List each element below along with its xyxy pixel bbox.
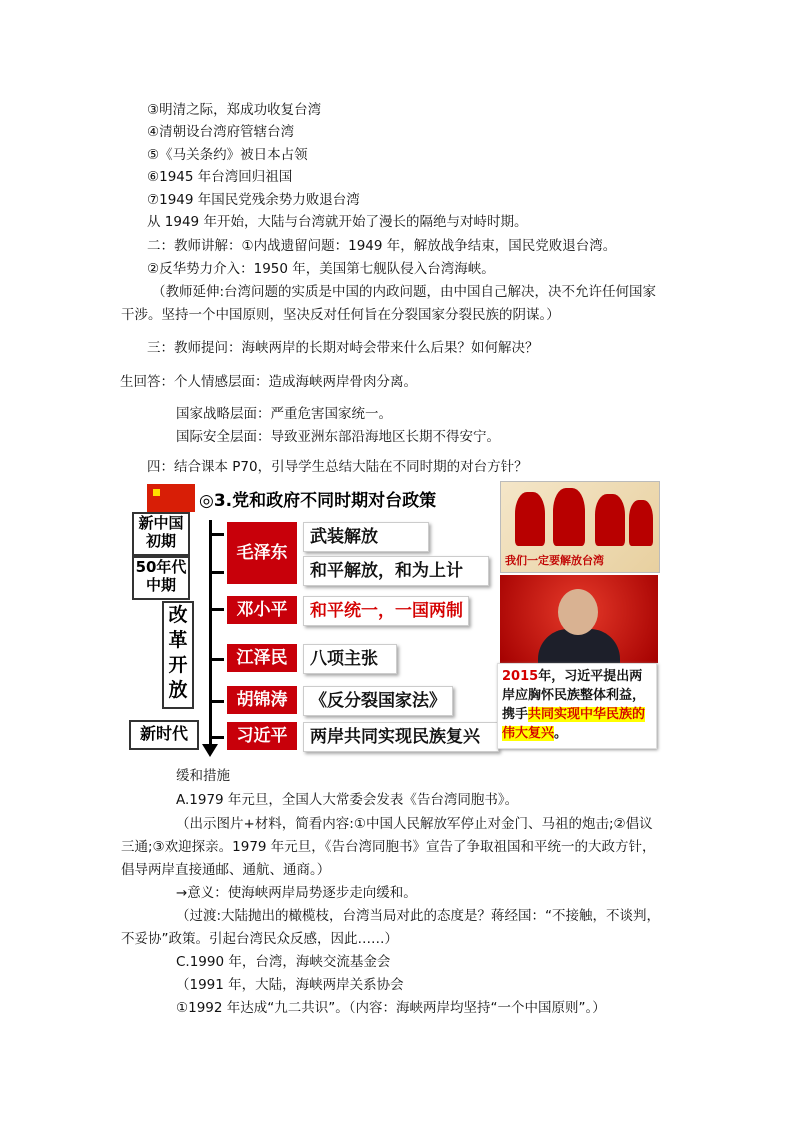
policy-national-rejuvenation: 两岸共同实现民族复兴: [303, 722, 499, 752]
text-line: 干涉。坚持一个中国原则，坚决反对任何旨在分裂国家分裂民族的阴谋。）: [121, 307, 560, 323]
poster-text: 我们一定要解放台湾: [505, 554, 604, 567]
period-label-50s: 50年代 中期: [132, 556, 190, 600]
diagram-title: ◎3.党和政府不同时期对台政策: [199, 491, 437, 511]
text-line: 从 1949 年开始，大陆与台湾就开始了漫长的隔绝与对峙时期。: [147, 214, 528, 230]
text-line: ③明清之际，郑成功收复台湾: [147, 102, 322, 118]
text-line: 生回答：个人情感层面：造成海峡两岸骨肉分离。: [120, 374, 417, 390]
timeline-tick: [210, 736, 224, 739]
photo-caption: 2015年，习近平提出两岸应胸怀民族整体利益，携手共同实现中华民族的伟大复兴。: [497, 663, 657, 749]
flag-icon: [147, 484, 195, 512]
timeline-axis: [209, 520, 212, 752]
portrait-photo-image: [500, 575, 658, 663]
text-line: 国际安全层面：导致亚洲东部沿海地区长期不得安宁。: [176, 429, 500, 445]
text-line: 倡导两岸直接通邮、通航、通商。）: [121, 862, 331, 878]
period-label-reform: 改 革 开 放: [162, 601, 194, 709]
leader-mao: 毛泽东: [227, 522, 297, 584]
timeline-arrow-icon: [202, 744, 218, 757]
timeline-tick: [210, 533, 224, 536]
text-line: 三：教师提问：海峡两岸的长期对峙会带来什么后果？如何解决？: [147, 340, 539, 356]
timeline-tick: [210, 658, 224, 661]
leader-jiang: 江泽民: [227, 644, 297, 672]
text-line: 三通;③欢迎探亲。1979 年元旦，《告台湾同胞书》宣告了争取祖国和平统一的大政方针，: [121, 839, 656, 855]
period-label-new-era: 新时代: [129, 720, 199, 750]
policy-armed-liberation: 武装解放: [303, 522, 429, 552]
text-line: （教师延伸:台湾问题的实质是中国的内政问题，由中国自己解决，决不允许任何国家: [152, 284, 657, 300]
text-line: ⑤《马关条约》被日本占领: [147, 147, 308, 163]
period-label-early: 新中国 初期: [132, 512, 190, 556]
text-line: 四：结合课本 P70，引导学生总结大陆在不同时期的对台方针？: [147, 459, 528, 475]
text-line: ②反华势力介入：1950 年，美国第七舰队侵入台湾海峡。: [147, 261, 495, 277]
propaganda-poster-image: [500, 481, 660, 573]
text-line: （过渡:大陆抛出的橄榄枝，台湾当局对此的态度是？蒋经国：“不接触，不谈判，: [176, 908, 661, 924]
policy-diagram: [127, 478, 663, 760]
text-line: →意义：使海峡两岸局势逐步走向缓和。: [176, 885, 417, 901]
text-line: A.1979 年元旦，全国人大常委会发表《告台湾同胞书》。: [176, 792, 519, 808]
text-line: ⑥1945 年台湾回归祖国: [147, 169, 293, 185]
leader-deng: 邓小平: [227, 596, 297, 624]
timeline-tick: [210, 608, 224, 611]
text-line: C.1990 年，台湾，海峡交流基金会: [176, 954, 391, 970]
text-line: 二：教师讲解：①内战遗留问题：1949 年，解放战争结束，国民党败退台湾。: [147, 238, 617, 254]
text-line: ④清朝设台湾府管辖台湾: [147, 124, 295, 140]
text-line: （1991 年，大陆，海峡两岸关系协会: [176, 977, 404, 993]
text-line: 国家战略层面：严重危害国家统一。: [176, 406, 392, 422]
policy-peaceful-liberation: 和平解放，和为上计: [303, 556, 489, 586]
text-line: （出示图片+材料，简看内容:①中国人民解放军停止对金门、马祖的炮击;②倡议: [176, 816, 653, 832]
text-line: ⑦1949 年国民党残余势力败退台湾: [147, 192, 360, 208]
leader-xi: 习近平: [227, 722, 297, 750]
policy-anti-secession-law: 《反分裂国家法》: [303, 686, 453, 716]
policy-one-country-two-systems: 和平统一，一国两制: [303, 596, 469, 626]
text-line: 缓和措施: [176, 768, 230, 784]
timeline-tick: [210, 700, 224, 703]
text-line: 不妥协”政策。引起台湾民众反感，因此……）: [121, 931, 398, 947]
leader-hu: 胡锦涛: [227, 686, 297, 714]
timeline-tick: [210, 571, 224, 574]
text-line: ①1992 年达成“九二共识”。（内容：海峡两岸均坚持“一个中国原则”。）: [176, 1000, 606, 1016]
policy-eight-points: 八项主张: [303, 644, 397, 674]
